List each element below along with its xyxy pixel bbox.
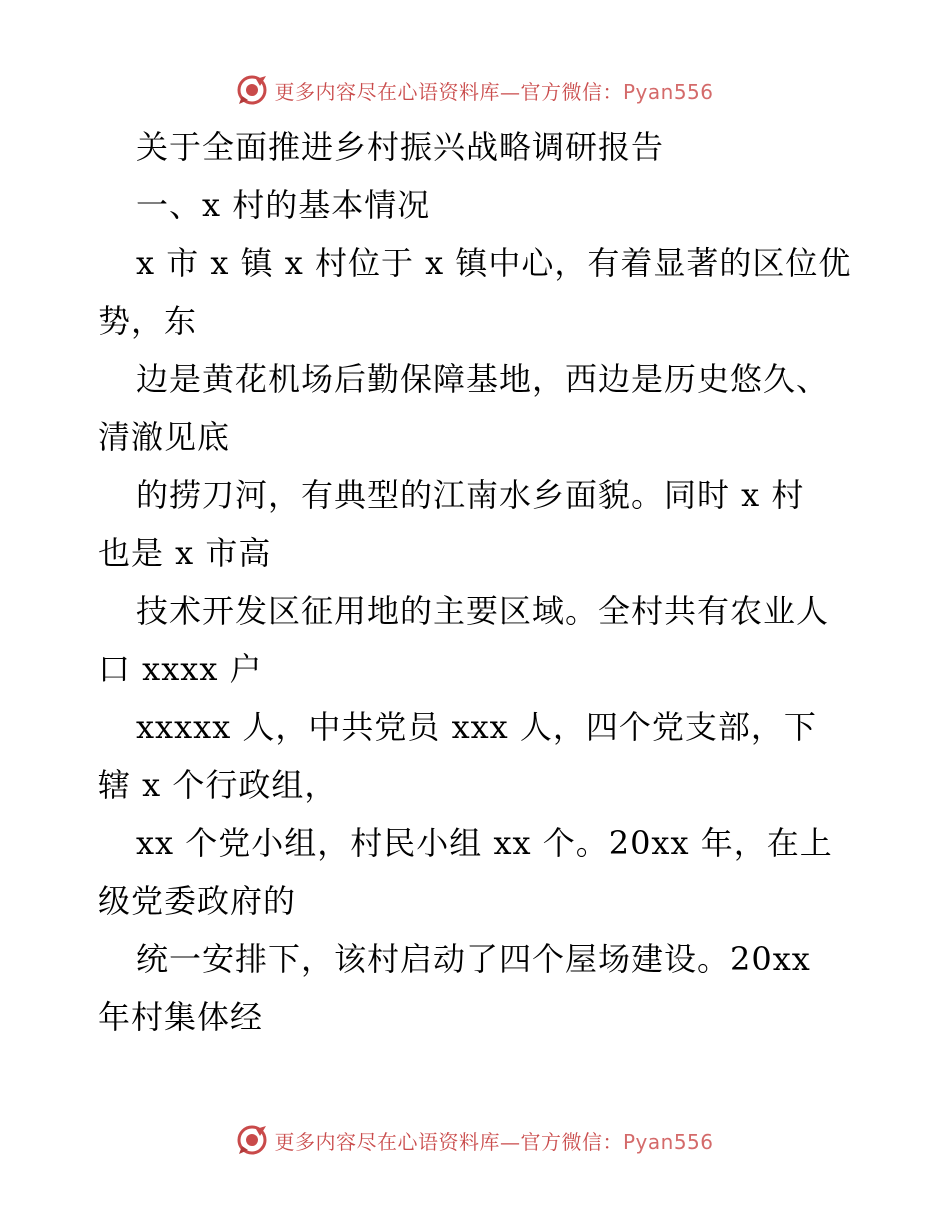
header-banner-text: 更多内容尽在心语资料库—官方微信：Pyan556 <box>274 79 714 104</box>
paragraph-line: 级党委政府的 <box>98 882 297 920</box>
paragraph-line: 边是黄花机场后勤保障基地，西边是历史悠久、 <box>136 360 830 398</box>
paragraph-line: 的捞刀河，有典型的江南水乡面貌。同时 x 村 <box>136 476 805 514</box>
paragraph-line: 辖 x 个行政组， <box>98 766 338 804</box>
paragraph-line: 统一安排下，该村启动了四个屋场建设。20xx <box>136 940 811 978</box>
footer-wechat-id: Pyan556 <box>622 1129 714 1154</box>
header-watermark-banner <box>0 72 950 108</box>
paragraph-line: 口 xxxx 户 <box>98 650 263 688</box>
paragraph-line: 势，东 <box>98 302 198 340</box>
document-title: 关于全面推进乡村振兴战略调研报告 <box>136 128 665 166</box>
paragraph-line: x 市 x 镇 x 村位于 x 镇中心，有着显著的区位优 <box>136 244 852 282</box>
paragraph-line: xx 个党小组，村民小组 xx 个。20xx 年，在上 <box>136 824 833 862</box>
paragraph-line: 清澈见底 <box>98 418 231 456</box>
header-wechat-id: Pyan556 <box>622 79 714 104</box>
paragraph-line: 技术开发区征用地的主要区域。全村共有农业人 <box>136 592 830 630</box>
paragraph-line: 年村集体经 <box>98 998 264 1036</box>
section-heading: 一、x 村的基本情况 <box>136 186 431 224</box>
paragraph-line: xxxxx 人，中共党员 xxx 人，四个党支部，下 <box>136 708 817 746</box>
paragraph-line: 也是 x 市高 <box>98 534 272 572</box>
brand-logo-icon <box>236 74 268 106</box>
footer-banner-text: 更多内容尽在心语资料库—官方微信：Pyan556 <box>274 1129 714 1154</box>
brand-logo-icon <box>236 1124 268 1156</box>
document-body <box>98 118 858 1046</box>
footer-watermark-banner <box>0 1122 950 1158</box>
